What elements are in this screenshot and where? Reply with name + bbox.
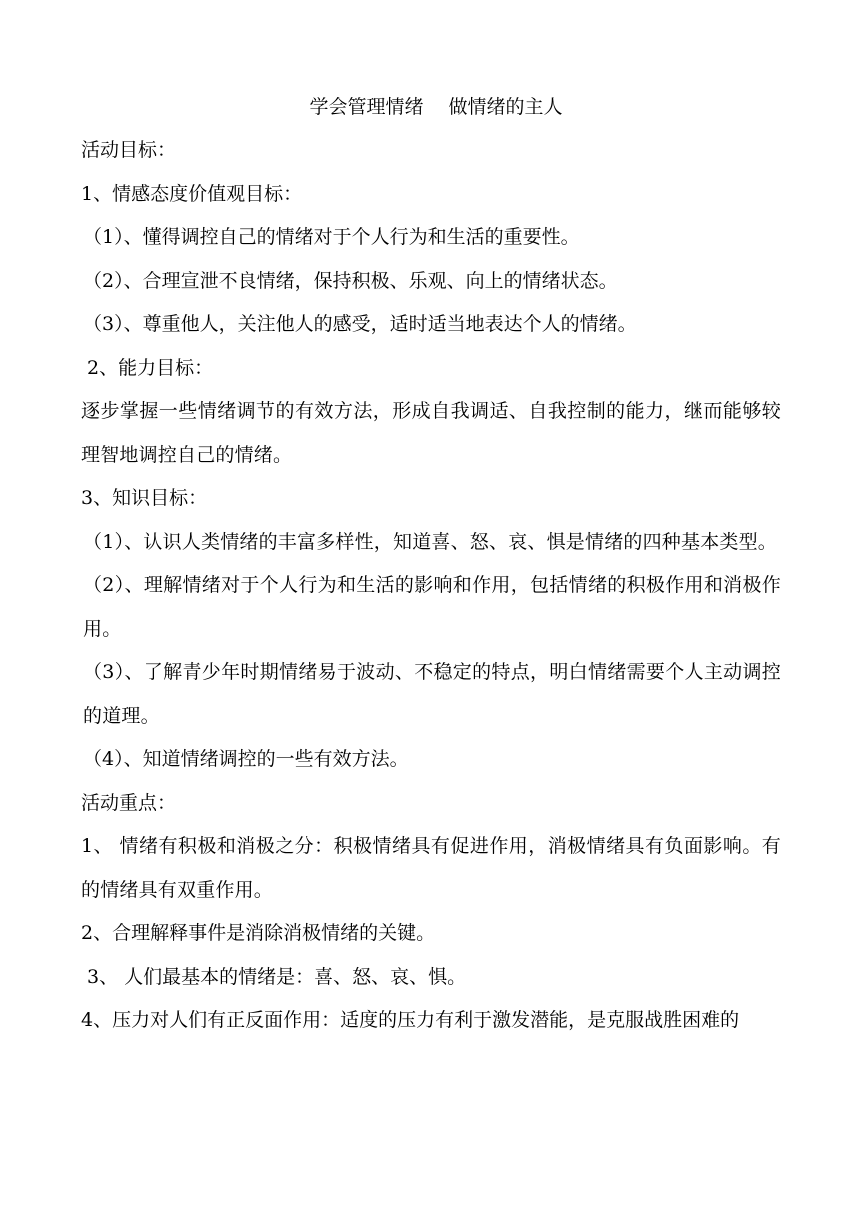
subheading-ability-goals: 2、能力目标： (81, 356, 214, 379)
list-item: 3、 人们最基本的情绪是：喜、怒、哀、惧。 (81, 965, 467, 988)
section-heading-activity-focus: 活动重点： (81, 791, 177, 814)
list-item: （1）、认识人类情绪的丰富多样性，知道喜、怒、哀、惧是情绪的四种基本类型。 (83, 530, 777, 553)
list-item: （2）、合理宣泄不良情绪，保持积极、乐观、向上的情绪状态。 (83, 269, 618, 292)
list-item: （1）、懂得调控自己的情绪对于个人行为和生活的重要性。 (83, 226, 580, 248)
list-item: （3）、了解青少年时期情绪易于波动、不稳定的特点，明白情绪需要个人主动调控的道理。 (83, 661, 781, 727)
subheading-knowledge-goals: 3、知识目标： (81, 487, 208, 509)
paragraph-ability-description: 逐步掌握一些情绪调节的有效方法，形成自我调适、自我控制的能力，继而能够较理智地调控自己的情绪。 (81, 400, 781, 466)
list-item: 1、 情绪有积极和消极之分：积极情绪具有促进作用，消极情绪具有负面影响。有的情绪具有双重作用。 (81, 835, 781, 901)
list-item: （2）、理解情绪对于个人行为和生活的影响和作用，包括情绪的积极作用和消极作用。 (83, 574, 781, 640)
document-title: 学会管理情绪 做情绪的主人 (309, 96, 563, 118)
list-item: （4）、知道情绪调控的一些有效方法。 (83, 748, 409, 770)
section-heading-activity-goals: 活动目标： (81, 139, 177, 161)
subheading-emotion-attitude-values: 1、情感态度价值观目标： (81, 182, 303, 205)
list-item: 2、合理解释事件是消除消极情绪的关键。 (81, 922, 436, 944)
document-body (81, 86, 781, 1043)
list-item: （3）、尊重他人，关注他人的感受，适时适当地表达个人的情绪。 (83, 313, 637, 335)
list-item: 4、压力对人们有正反面作用：适度的压力有利于激发潜能，是克服战胜困难的 (81, 1009, 740, 1031)
